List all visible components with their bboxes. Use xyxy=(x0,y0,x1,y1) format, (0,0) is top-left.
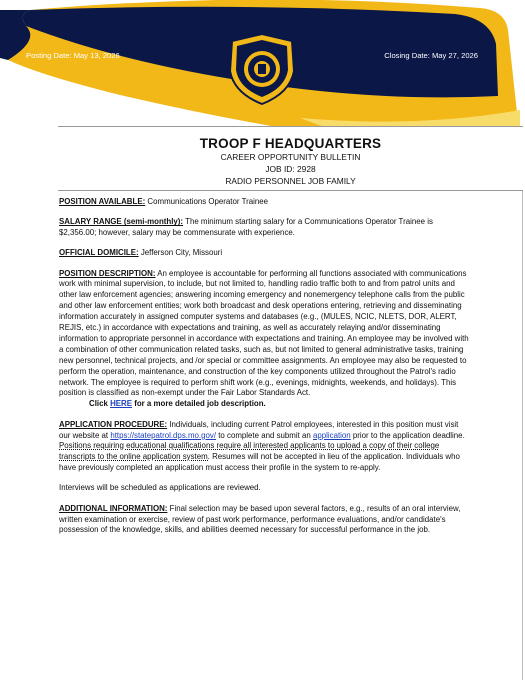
click-prefix: Click xyxy=(89,399,111,409)
additional-section xyxy=(59,504,469,537)
domicile-value: Jefferson City, Missouri xyxy=(140,248,223,258)
application-text-3: prior to the application deadline. xyxy=(350,430,465,440)
closing-date: Closing Date: May 27, 2026 xyxy=(384,51,478,60)
additional-value: Final selection may be based upon several factors, e.g., results of an oral interview, written examination or exercise, review of past work performance, performance evaluations, and/or candidate's possession of the knowledge, skills, and abilities deemed necessary for successful performance in the job. xyxy=(59,503,461,535)
additional-label: ADDITIONAL INFORMATION: xyxy=(59,503,168,513)
job-id: JOB ID: 2928 xyxy=(265,164,316,174)
job-description-link-line xyxy=(89,399,469,410)
transcript-requirement: Positions requiring educational qualifications require all interested applicants to upload a copy of their college transcripts to the online application system. xyxy=(59,441,440,462)
statepatrol-url-link[interactable]: https://statepatrol.dps.mo.gov/ xyxy=(110,430,217,440)
application-text-4: Resumes will not be accepted in lieu of the application. Individuals who have previously completed an application must access their profile in the system to re-apply. xyxy=(59,452,460,473)
description-value: An employee is accountable for performing all functions associated with communications work with minimal supervision, to include, but not limited to, handling radio traffic both to and from patrol units and other law enforcement agencies; answering incoming emergency and nonemergency telephone calls from the public and other law enforcement entities; work both broadcast and desk operations entering, retrieving and disseminating information accurately in assigned computer systems and databases (e.g., (MULES, NCIC, NLETS, DOR, ALERT, REJIS, etc.) in accordance with expectations and training, as well as accurately relaying and/or disseminating information to appropriate personnel in accordance with expectations and training. An employee may be involved with a combination of other communication related tasks, such as, but not limited to general administrative tasks, training new personnel, technical projects, and /or special or committee assignments. An employee may also be requested to perform the operation, maintenance, and construction of the key components utilized throughout the Patrol's radio network. The employee is required to perform shift work (e.g., evenings, midnights, weekends, and holidays). This position is classified as non-exempt under the Fair Labor Standards Act. xyxy=(59,268,469,398)
description-label: POSITION DESCRIPTION: xyxy=(59,268,156,278)
description-section xyxy=(59,269,469,400)
application-label: APPLICATION PROCEDURE: xyxy=(59,419,168,429)
click-suffix: for a more detailed job description. xyxy=(132,399,266,409)
salary-value: The minimum starting salary for a Communications Operator Trainee is $2,356.00; however, salary may be commensurate with experience. xyxy=(59,217,433,238)
domicile-section xyxy=(59,248,469,259)
bulletin-header xyxy=(58,126,523,191)
posting-date: Posting Date: May 13, 2026 xyxy=(26,51,120,60)
position-value: Communications Operator Trainee xyxy=(147,197,269,206)
position-section xyxy=(59,197,469,208)
domicile-label: OFFICIAL DOMICILE: xyxy=(59,248,139,258)
application-section xyxy=(59,420,469,475)
page-title: TROOP F HEADQUARTERS xyxy=(199,136,382,151)
application-text-1: Individuals, including current Patrol employees, interested in this position must visit our website at xyxy=(59,419,459,440)
application-link[interactable]: application xyxy=(312,430,351,440)
job-family: RADIO PERSONNEL JOB FAMILY xyxy=(225,176,356,186)
bulletin-subtitle: CAREER OPPORTUNITY BULLETIN xyxy=(220,152,361,162)
interviews-note: Interviews will be scheduled as applications are reviewed. xyxy=(59,483,261,493)
application-text-2: to complete and submit an xyxy=(216,430,313,440)
page-right-border xyxy=(522,126,523,680)
salary-section xyxy=(59,217,469,239)
here-link[interactable]: HERE xyxy=(110,399,132,409)
salary-label: SALARY RANGE (semi-monthly): xyxy=(59,217,184,227)
highway-patrol-seal-icon xyxy=(228,33,296,105)
bulletin-content xyxy=(59,197,469,546)
position-label: POSITION AVAILABLE: xyxy=(59,197,146,206)
